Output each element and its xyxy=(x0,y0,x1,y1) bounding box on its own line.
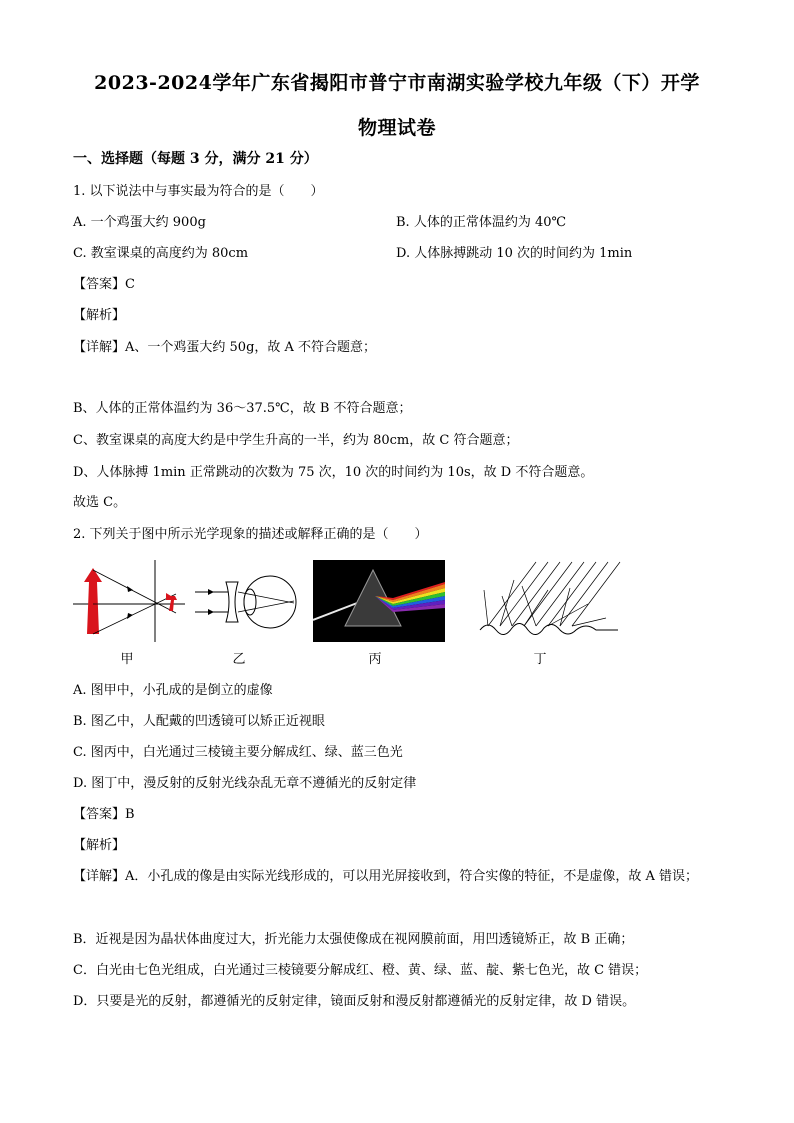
q1-analysis-label: 【解析】 xyxy=(73,308,126,323)
q1-detail-d: D、人体脉搏 1min 正常跳动的次数为 75 次，10 次的时间约为 10s，故 D 不符合题意。 xyxy=(73,465,594,480)
q1-detail-b: B、人体的正常体温约为 36～37.5℃，故 B 不符合题意； xyxy=(73,401,412,416)
q1-option-c: C. 教室课桌的高度约为 80cm xyxy=(73,246,249,261)
q2-answer: 【答案】B xyxy=(73,807,135,822)
figure-label-yi: 乙 xyxy=(232,652,246,667)
q1-detail-c: C、教室课桌的高度大约是中学生升高的一半，约为 80cm，故 C 符合题意； xyxy=(73,433,519,448)
q1-option-b: B. 人体的正常体温约为 40℃ xyxy=(396,215,567,230)
q2-analysis-label: 【解析】 xyxy=(73,838,126,853)
q2-detail-a: 【详解】A．小孔成的像是由实际光线形成的，可以用光屏接收到，符合实像的特征，不是虚像，故 A 错误； xyxy=(73,869,699,884)
doc-title-line2: 物理试卷 xyxy=(357,117,436,139)
figure-label-bing: 丙 xyxy=(368,652,382,667)
q2-detail-d: D．只要是光的反射，都遵循光的反射定律，镜面反射和漫反射都遵循光的反射定律，故 D 错误。 xyxy=(73,994,636,1009)
q1-stem: 1. 以下说法中与事实最为符合的是（ ） xyxy=(73,184,324,199)
doc-title-line1: 2023-2024学年广东省揭阳市普宁市南湖实验学校九年级（下）开学 xyxy=(94,72,700,94)
q2-stem: 2. 下列关于图中所示光学现象的描述或解释正确的是（ ） xyxy=(73,527,428,542)
q2-option-a: A. 图甲中，小孔成的是倒立的虚像 xyxy=(73,683,273,698)
q2-detail-b: B．近视是因为晶状体曲度过大，折光能力太强使像成在视网膜前面，用凹透镜矫正，故 B 正确； xyxy=(73,932,634,947)
q1-option-a: A. 一个鸡蛋大约 900g xyxy=(73,215,206,230)
q2-option-b: B. 图乙中，人配戴的凹透镜可以矫正近视眼 xyxy=(73,714,325,729)
q1-option-d: D. 人体脉搏跳动 10 次的时间约为 1min xyxy=(396,246,633,261)
q1-answer: 【答案】C xyxy=(73,277,135,292)
pinhole-figure xyxy=(73,560,185,642)
diffuse-reflection-figure xyxy=(478,560,628,642)
concave-lens-eye-figure xyxy=(190,560,300,642)
q2-detail-c: C．白光由七色光组成，白光通过三棱镜要分解成红、橙、黄、绿、蓝、靛、紫七色光，故 C 错误； xyxy=(73,963,648,978)
figure-label-ding: 丁 xyxy=(533,652,547,667)
q2-option-d: D. 图丁中，漫反射的反射光线杂乱无章不遵循光的反射定律 xyxy=(73,776,417,791)
prism-dispersion-figure xyxy=(313,560,445,642)
section-heading: 一、选择题（每题 3 分，满分 21 分） xyxy=(73,151,318,167)
q1-detail-a: 【详解】A、一个鸡蛋大约 50g，故 A 不符合题意； xyxy=(73,340,377,355)
figure-label-jia: 甲 xyxy=(120,652,134,667)
q2-option-c: C. 图丙中，白光通过三棱镜主要分解成红、绿、蓝三色光 xyxy=(73,745,403,760)
q1-conclusion: 故选 C。 xyxy=(73,495,127,510)
